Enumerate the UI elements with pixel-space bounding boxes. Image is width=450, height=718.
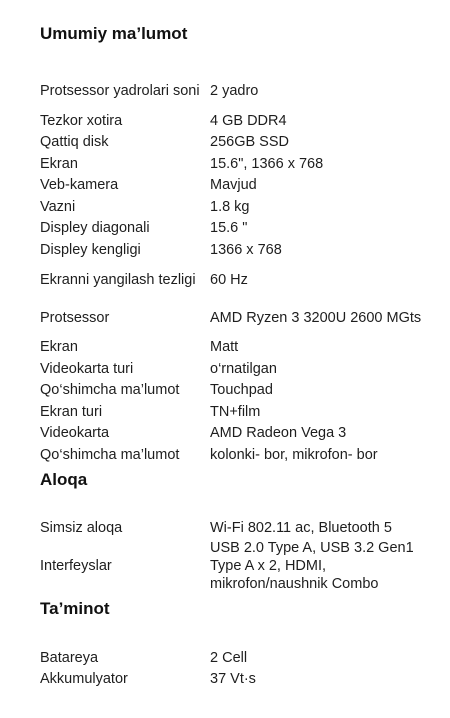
spec-row (40, 196, 435, 218)
spec-table-general (40, 72, 435, 466)
spec-value: Wi-Fi 802.11 ac, Bluetooth 5 (210, 519, 392, 536)
spec-row (40, 380, 435, 402)
spec-label: Akkumulyator (40, 671, 128, 688)
spec-row (40, 261, 435, 299)
spec-label: Ekranni yangilash tezligi (40, 271, 196, 288)
spec-label: Protsessor (40, 309, 110, 326)
spec-value: o‘rnatilgan (210, 360, 277, 377)
spec-row (40, 72, 435, 110)
spec-row (40, 647, 435, 669)
spec-value: 256GB SSD (210, 134, 289, 151)
spec-row (40, 239, 435, 261)
section-title-connectivity: Aloqa (40, 470, 88, 489)
spec-label: Displey kengligi (40, 241, 141, 258)
spec-table-power (40, 647, 435, 690)
spec-label: Interfeyslar (40, 557, 112, 574)
spec-label: Ekran turi (40, 403, 103, 420)
spec-row (40, 153, 435, 175)
spec-row (40, 401, 435, 423)
spec-value: 2 Cell (210, 649, 248, 666)
spec-value: 60 Hz (210, 271, 248, 288)
spec-value: 2 yadro (210, 83, 259, 99)
spec-value: USB 2.0 Type A, USB 3.2 Gen1 Type A x 2, HDMI, mikrofon/naushnik Combo (210, 539, 414, 592)
spec-label: Qattiq disk (40, 134, 109, 151)
spec-label: Vazni (40, 198, 76, 215)
spec-label: Qo‘shimcha ma’lumot (40, 446, 180, 463)
spec-label: Batareya (40, 649, 99, 666)
spec-row (40, 175, 435, 197)
spec-row (40, 358, 435, 380)
spec-label: Protsessor yadrolari soni (40, 83, 200, 99)
spec-row (40, 299, 435, 337)
spec-value: Matt (210, 339, 239, 356)
spec-row (40, 337, 435, 359)
spec-value: kolonki- bor, mikrofon- bor (210, 446, 378, 463)
spec-table-connectivity (40, 517, 435, 593)
section-title-general: Umumiy ma’lumot (40, 24, 188, 43)
spec-label: Displey diagonali (40, 220, 150, 237)
spec-value: AMD Ryzen 3 3200U 2600 MGts (210, 309, 422, 326)
spec-label: Videokarta turi (40, 360, 134, 377)
spec-row (40, 444, 435, 466)
spec-row (40, 669, 435, 691)
spec-label: Qo‘shimcha ma’lumot (40, 382, 180, 399)
spec-value: 15.6 " (210, 220, 248, 237)
spec-row (40, 110, 435, 132)
spec-value: TN+film (210, 403, 261, 420)
spec-label: Veb-kamera (40, 177, 119, 194)
spec-value: Touchpad (210, 382, 273, 399)
spec-value: 15.6", 1366 x 768 (210, 155, 324, 172)
spec-value: 1.8 kg (210, 198, 250, 215)
spec-row (40, 539, 435, 593)
spec-label: Videokarta (40, 425, 110, 442)
spec-value: 37 Vt·s (210, 671, 256, 688)
spec-value: AMD Radeon Vega 3 (210, 425, 347, 442)
spec-row (40, 132, 435, 154)
section-title-power: Ta’minot (40, 599, 110, 618)
spec-label: Ekran (40, 339, 78, 356)
spec-row (40, 517, 435, 539)
spec-label: Ekran (40, 155, 78, 172)
spec-label: Tezkor xotira (40, 112, 123, 129)
spec-value: Mavjud (210, 177, 257, 194)
spec-row (40, 423, 435, 445)
spec-row (40, 218, 435, 240)
spec-label: Simsiz aloqa (40, 519, 123, 536)
spec-value: 1366 x 768 (210, 241, 282, 258)
spec-value: 4 GB DDR4 (210, 112, 287, 129)
